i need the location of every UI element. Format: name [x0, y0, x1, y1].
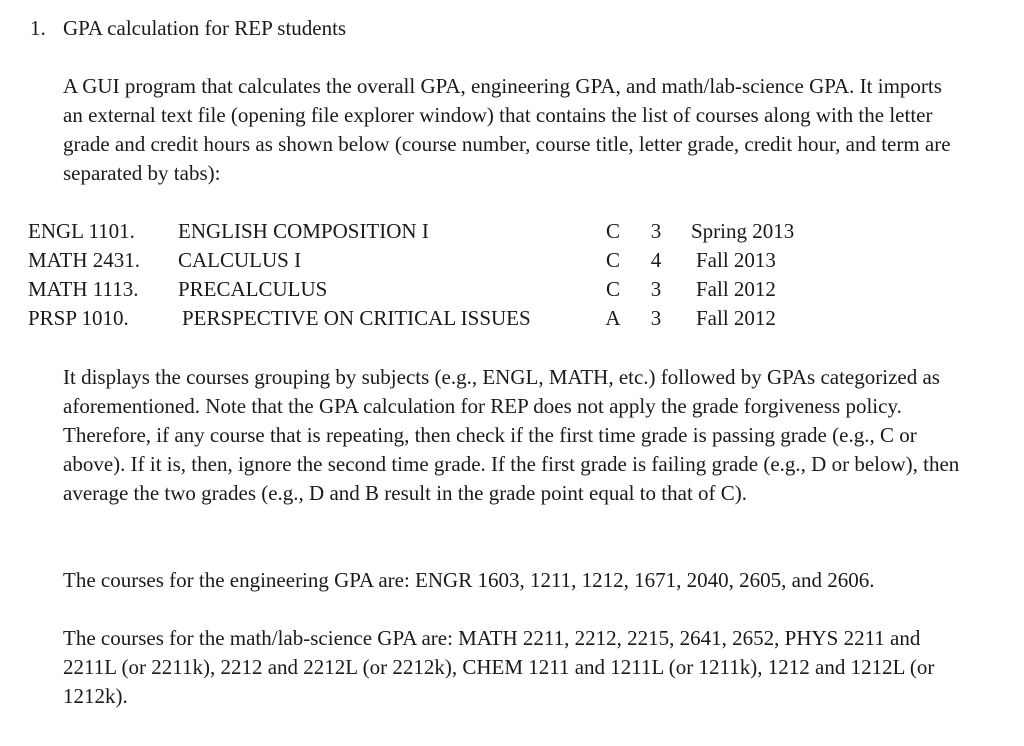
intro-paragraph: A GUI program that calculates the overall GPA, engineering GPA, and math/lab-science GPA. It imports an external text file (opening file explorer window) that contains the list of courses along with the letter grade and credit hours as shown below (course number, course title, letter grade, credit hour, and term are separated by tabs): [63, 74, 951, 185]
course-term: Fall 2013 [696, 248, 776, 272]
course-list [28, 217, 828, 333]
course-grade: C [605, 219, 620, 243]
course-number: MATH 2431. [28, 248, 141, 272]
section-number: 1. [30, 16, 46, 40]
course-grade: C [605, 277, 620, 301]
course-row [28, 304, 828, 333]
course-number: MATH 1113. [28, 277, 139, 301]
course-title: ENGLISH COMPOSITION I [178, 219, 429, 243]
engineering-courses-paragraph: The courses for the engineering GPA are: ENGR 1603, 1211, 1212, 1671, 2040, 2605, and 2606. [63, 568, 875, 592]
course-credit: 3 [650, 219, 662, 243]
course-credit: 4 [650, 248, 662, 272]
course-row [28, 217, 828, 246]
course-number: PRSP 1010. [28, 306, 129, 330]
course-number: ENGL 1101. [28, 219, 135, 243]
math-courses-paragraph: The courses for the math/lab-science GPA are: MATH 2211, 2212, 2215, 2641, 2652, PHYS 2211 and 2211L (or 2211k), 2212 and 2212L (or 2212k), CHEM 1211 and 1211L (or 1211k), 1212 and 1212L (or 1212k). [63, 626, 935, 708]
course-title: PERSPECTIVE ON CRITICAL ISSUES [182, 306, 531, 330]
course-grade: A [605, 306, 621, 330]
display-paragraph: It displays the courses grouping by subjects (e.g., ENGL, MATH, etc.) followed by GPAs categorized as aforementioned. Note that the GPA calculation for REP does not apply the grade forgiveness policy. Therefore, if any course that is repeating, then check if the first time grade is passing grade (e.g., C or above). If it is, then, ignore the second time grade. If the first grade is failing grade (e.g., D or below), then average the two grades (e.g., D and B result in the grade point equal to that of C). [63, 365, 960, 505]
course-credit: 3 [650, 277, 662, 301]
section-title: GPA calculation for REP students [63, 16, 347, 40]
course-row [28, 275, 828, 304]
course-term: Fall 2012 [696, 277, 776, 301]
course-term: Fall 2012 [696, 306, 776, 330]
course-row [28, 246, 828, 275]
course-title: CALCULUS I [178, 248, 302, 272]
course-term: Spring 2013 [691, 219, 795, 243]
section-heading [30, 14, 346, 43]
course-credit: 3 [650, 306, 662, 330]
course-grade: C [605, 248, 620, 272]
course-title: PRECALCULUS [178, 277, 328, 301]
